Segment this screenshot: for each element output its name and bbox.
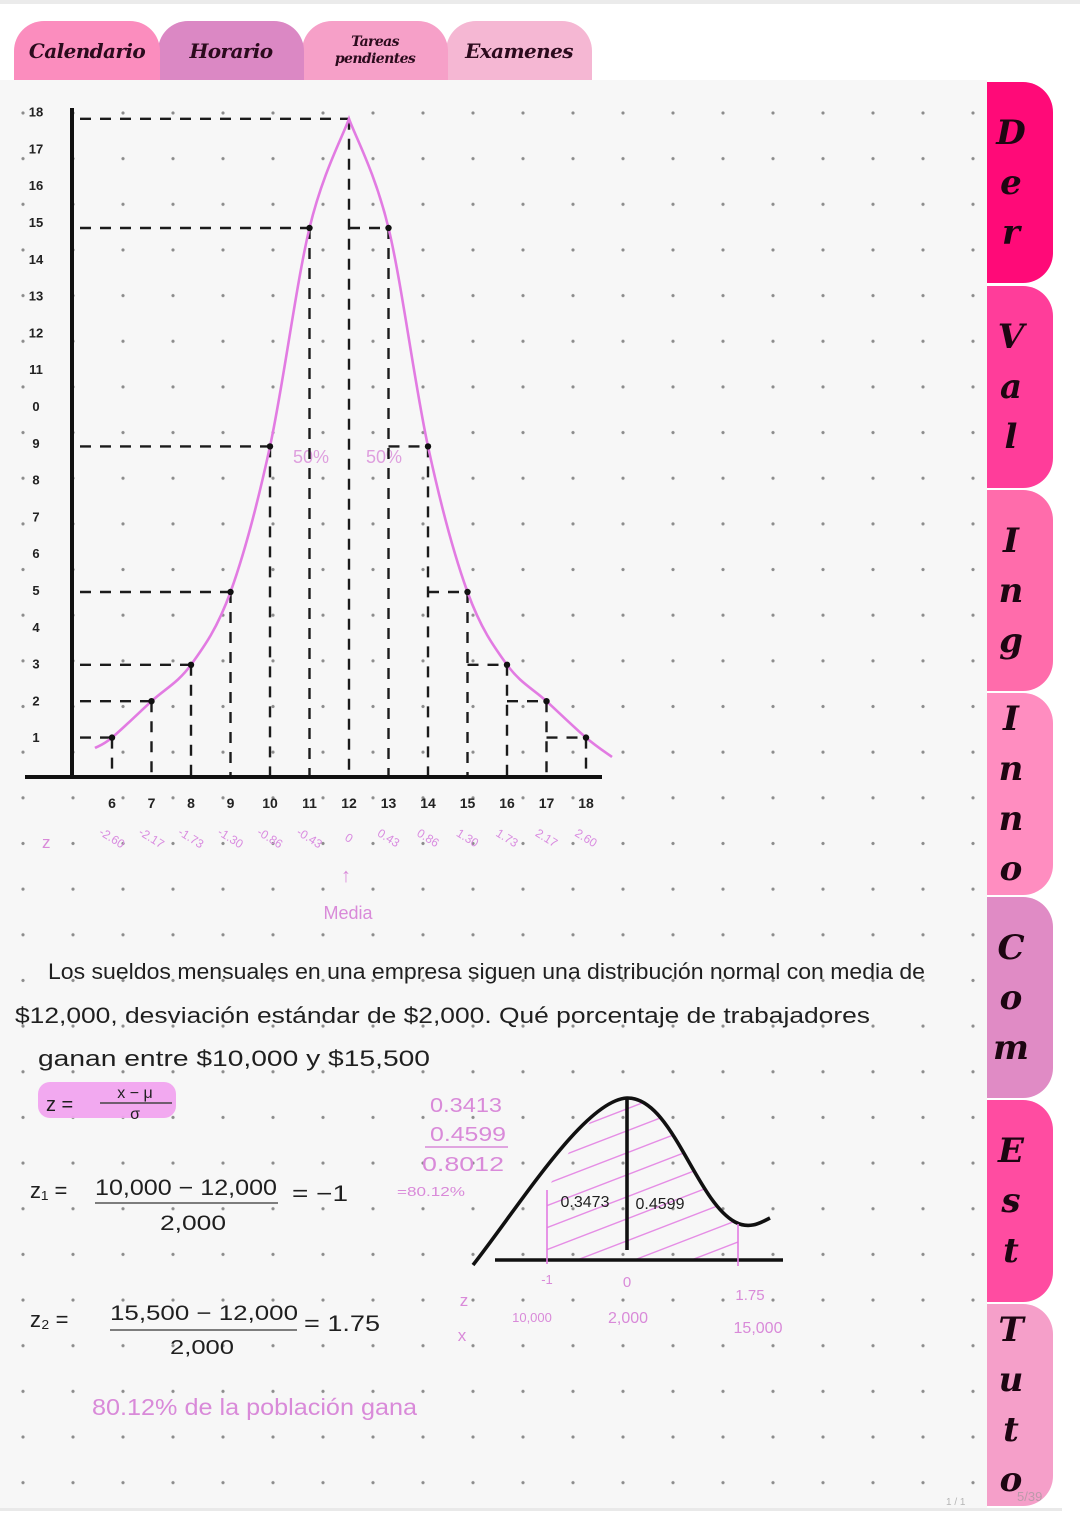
y-tick-label: 6 [32, 546, 40, 562]
x-row-label: x [457, 1326, 467, 1345]
frequency-chart [25, 105, 612, 923]
side-tab-letter: l [1004, 417, 1018, 457]
data-point [583, 734, 589, 740]
side-tab-letter: n [998, 570, 1024, 611]
side-tab-letter: o [999, 1460, 1023, 1500]
z-score-label: -2.17 [136, 824, 167, 852]
z-score-label: -1.73 [175, 824, 207, 852]
z1-numerator: 10,000 − 12,000 [95, 1175, 277, 1200]
y-tick-label: 14 [28, 251, 44, 267]
y-tick-label: 8 [32, 472, 40, 488]
data-point [267, 443, 273, 449]
page-count: 5/39 [1017, 1489, 1043, 1504]
annotation-50-left: 50% [292, 447, 330, 467]
y-tick-label: 7 [32, 509, 40, 525]
side-tab-letter: s [1001, 1181, 1021, 1221]
side-tab-ing[interactable] [987, 490, 1053, 691]
y-tick-label: 11 [29, 362, 43, 378]
data-point [227, 589, 233, 595]
side-tab-letter: r [1002, 212, 1020, 253]
data-point [543, 698, 549, 704]
side-tab-letter: g [999, 620, 1023, 661]
y-tick-label: 18 [28, 104, 44, 120]
tab-horario[interactable] [158, 21, 304, 80]
side-tab-letter: n [998, 799, 1024, 839]
annotation-50-right: 50% [365, 447, 403, 467]
side-tab-letter: t [1003, 1231, 1019, 1271]
page-indicator: 1 / 1 [946, 1497, 966, 1508]
side-tab-letter: I [1003, 699, 1019, 739]
tab-examenes[interactable] [446, 21, 592, 80]
tab-label: Examenes [465, 38, 573, 63]
side-tab-letter: o [999, 977, 1023, 1018]
x-tick-label: 13 [380, 795, 397, 811]
tab-label: Calendario [28, 38, 146, 63]
formula-lhs: z = [46, 1094, 74, 1116]
data-point [385, 225, 391, 231]
side-tab-letter: m [993, 1027, 1029, 1068]
z1-result: = −1 [292, 1181, 348, 1206]
x-tick-label: 17 [538, 795, 555, 811]
side-tab-letter: E [998, 1131, 1024, 1171]
side-tab-letter: o [999, 849, 1023, 889]
x-tick-label: 12 [341, 795, 357, 811]
tab-label-line1: Tareas [351, 33, 399, 50]
sum-b: 0.4599 [430, 1124, 506, 1146]
y-tick-label: 13 [28, 288, 44, 304]
problem-line-1: Los sueldos mensuales en una empresa siguen una distribución normal con media de [48, 959, 925, 984]
z-score-label: -1.30 [215, 824, 246, 852]
formula-denominator: σ [130, 1106, 140, 1123]
side-tab-com[interactable] [987, 897, 1053, 1098]
problem-line-3: ganan entre $10,000 y $15,500 [38, 1046, 430, 1071]
z-score-label: 0.43 [374, 825, 403, 851]
data-point [306, 225, 312, 231]
side-tab-der[interactable] [987, 82, 1053, 283]
normal-curve [473, 1098, 770, 1265]
x-tick-label: 8 [187, 795, 195, 811]
x-tick-label: 10 [262, 795, 278, 811]
distribution-curve [95, 119, 612, 757]
z-score-label: 0.86 [414, 825, 442, 851]
z1-denominator: 2,000 [160, 1212, 226, 1235]
y-tick-label: 3 [32, 656, 40, 672]
z-score-label: 2.17 [532, 825, 561, 851]
x-tick-label: 14 [420, 795, 436, 811]
z2-result: = 1.75 [304, 1311, 380, 1336]
y-tick-label: 4 [32, 619, 40, 635]
side-tab-letter: D [996, 112, 1026, 153]
z1-lhs: z₁ = [30, 1178, 68, 1203]
z-score-label: 1.30 [453, 825, 482, 851]
y-tick-label: 17 [28, 141, 44, 157]
side-tab-est[interactable] [987, 1100, 1053, 1302]
x-tick-label: 9 [226, 795, 235, 811]
z-score-label: -2.60 [96, 824, 128, 852]
y-tick-label: 9 [32, 435, 40, 451]
z-score-label: -0.43 [294, 824, 325, 852]
problem-line-2: $12,000, desviación estándar de $2,000. Qué porcentaje de trabajadores [15, 1003, 870, 1028]
z-axis-label: z [42, 833, 51, 852]
data-point [464, 589, 470, 595]
x-tick-label: 18 [578, 795, 594, 811]
y-tick-label: 12 [28, 325, 44, 341]
side-tab-letter: u [998, 1360, 1024, 1400]
x-tick-label: 6 [108, 795, 116, 811]
tab-label: Horario [189, 38, 273, 63]
x-value-mid: 2,000 [607, 1310, 649, 1327]
z2-numerator: 15,500 − 12,000 [110, 1302, 298, 1325]
z-score-label: 0 [342, 830, 356, 846]
x-tick-label: 11 [302, 795, 317, 811]
side-tab-letter: C [997, 927, 1025, 968]
z2-lhs: z₂ = [30, 1307, 69, 1332]
conclusion-text: 80.12% de la población gana [92, 1394, 418, 1420]
side-tab-val[interactable] [987, 286, 1053, 488]
data-point [188, 662, 194, 668]
z-value-right: 1.75 [735, 1287, 765, 1304]
sum-a: 0.3413 [430, 1095, 502, 1117]
data-point [504, 662, 510, 668]
z-score-label: 1.73 [493, 825, 521, 851]
sum-total: 0.8012 [422, 1154, 504, 1176]
data-point [425, 443, 431, 449]
normal-curve-diagram [458, 1046, 790, 1370]
tab-tareas-pendientes[interactable] [302, 21, 448, 80]
media-label: Media [323, 903, 373, 923]
arrow-up-icon: ↑ [341, 865, 351, 887]
side-tab-letter: e [1000, 162, 1022, 203]
z-score-label: 2.60 [572, 825, 600, 851]
z-value-mid: 0 [622, 1274, 632, 1291]
area-left-label: 0.3473 [560, 1194, 610, 1211]
side-tab-letter: I [1003, 520, 1019, 561]
data-point [148, 698, 154, 704]
x-tick-label: 7 [147, 795, 156, 811]
side-tab-tuto[interactable] [987, 1304, 1053, 1506]
x-tick-label: 15 [459, 795, 476, 811]
data-point [109, 734, 115, 740]
y-tick-label: 16 [28, 178, 44, 194]
y-tick-label: 0 [32, 399, 40, 414]
side-tab-letter: a [999, 367, 1023, 407]
z-value-left: -1 [541, 1272, 553, 1287]
side-tab-letter: t [1003, 1410, 1019, 1450]
tab-calendario[interactable] [14, 21, 160, 80]
x-value-left: 10,000 [512, 1310, 552, 1325]
z-row-label: z [459, 1291, 469, 1310]
side-tab-inno[interactable] [987, 693, 1053, 895]
x-value-right: 15,000 [733, 1320, 783, 1337]
y-tick-label: 15 [28, 215, 44, 230]
side-tab-letter: T [998, 1310, 1024, 1350]
area-right-label: 0.4599 [635, 1196, 685, 1213]
side-tab-letter: n [998, 749, 1024, 789]
side-tab-letter: V [997, 317, 1025, 357]
z-score-label: -0.86 [254, 824, 286, 852]
z2-denominator: 2,000 [170, 1337, 234, 1359]
formula-numerator: x − μ [117, 1085, 153, 1102]
x-tick-label: 16 [499, 795, 515, 811]
tab-label-line2: pendientes [334, 50, 416, 67]
y-tick-label: 5 [32, 583, 40, 598]
sum-percent: =80.12% [397, 1184, 466, 1199]
y-tick-label: 2 [32, 693, 40, 709]
y-tick-label: 1 [32, 730, 40, 746]
